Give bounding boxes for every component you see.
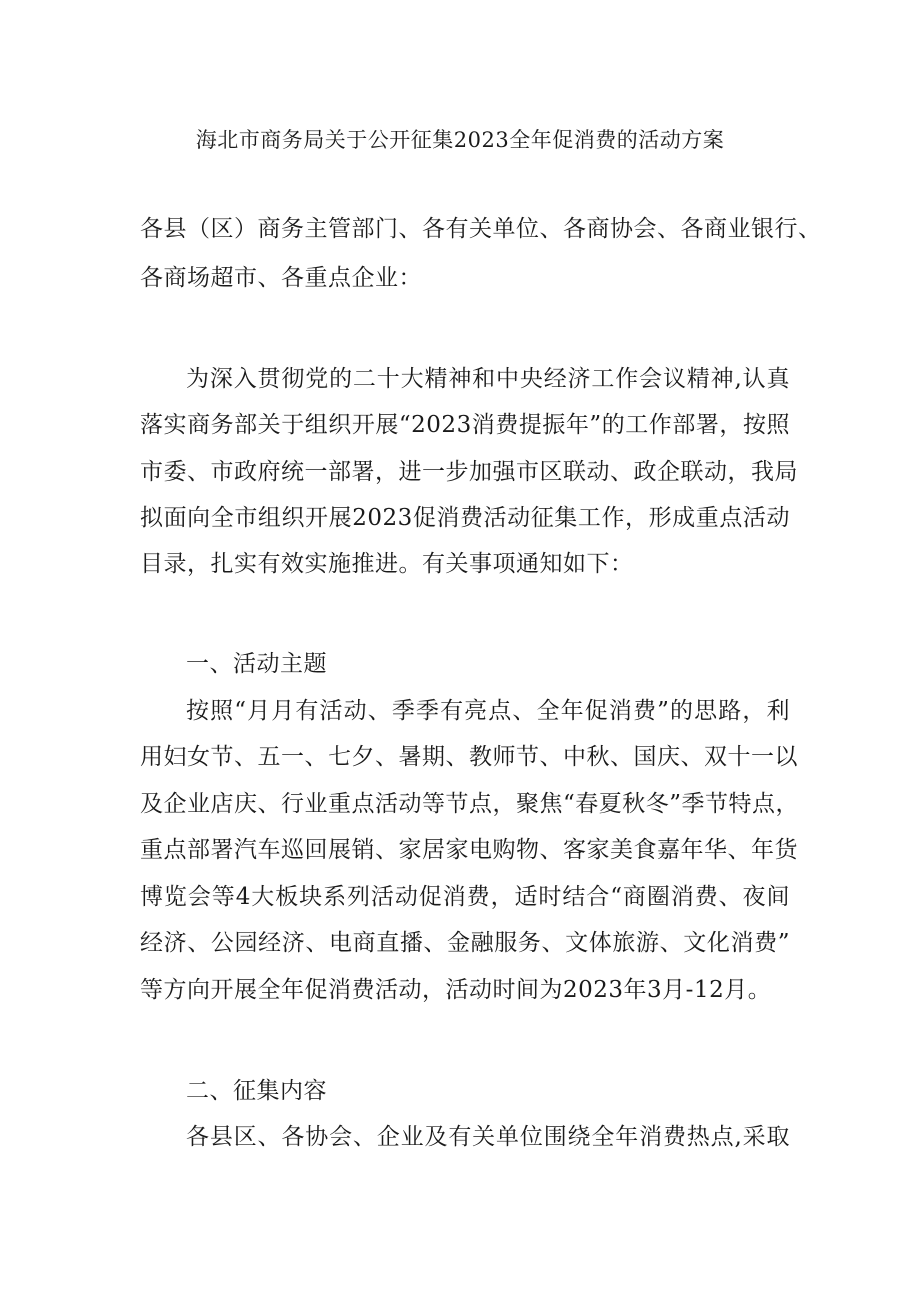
section-heading-theme: 一、活动主题 <box>186 651 327 677</box>
paragraph-line: 重点部署汽车巡回展销、家居家电购物、客家美食嘉年华、年货 <box>140 837 798 863</box>
salutation-line: 各县（区）商务主管部门、各有关单位、各商协会、各商业银行、 <box>140 216 822 242</box>
section-heading-content: 二、征集内容 <box>186 1078 327 1104</box>
paragraph-line: 经济、公园经济、电商直播、金融服务、文体旅游、文化消费” <box>140 930 790 956</box>
intro-line: 为深入贯彻党的二十大精神和中央经济工作会议精神,认真 <box>186 366 790 392</box>
intro-line: 落实商务部关于组织开展“2023消费提振年”的工作部署，按照 <box>140 412 790 438</box>
intro-line: 目录，扎实有效实施推进。有关事项通知如下： <box>140 551 634 577</box>
paragraph-line: 按照“月月有活动、季季有亮点、全年促消费”的思路，利 <box>186 698 790 724</box>
paragraph-line: 博览会等4大板块系列活动促消费，适时结合“商圈消费、夜间 <box>140 884 790 910</box>
paragraph-line: 及企业店庆、行业重点活动等节点，聚焦“春夏秋冬”季节特点， <box>140 791 800 817</box>
salutation-line: 各商场超市、各重点企业： <box>140 265 422 291</box>
intro-line: 拟面向全市组织开展2023促消费活动征集工作，形成重点活动 <box>140 505 790 531</box>
paragraph-line: 用妇女节、五一、七夕、暑期、教师节、中秋、国庆、双十一以 <box>140 744 798 770</box>
paragraph-line: 等方向开展全年促消费活动，活动时间为2023年3月-12月。 <box>140 977 772 1003</box>
intro-line: 市委、市政府统一部署，进一步加强市区联动、政企联动，我局 <box>140 459 798 485</box>
document-title: 海北市商务局关于公开征集2023全年促消费的活动方案 <box>195 128 725 152</box>
paragraph-line: 各县区、各协会、企业及有关单位围绕全年消费热点,采取 <box>186 1124 790 1150</box>
